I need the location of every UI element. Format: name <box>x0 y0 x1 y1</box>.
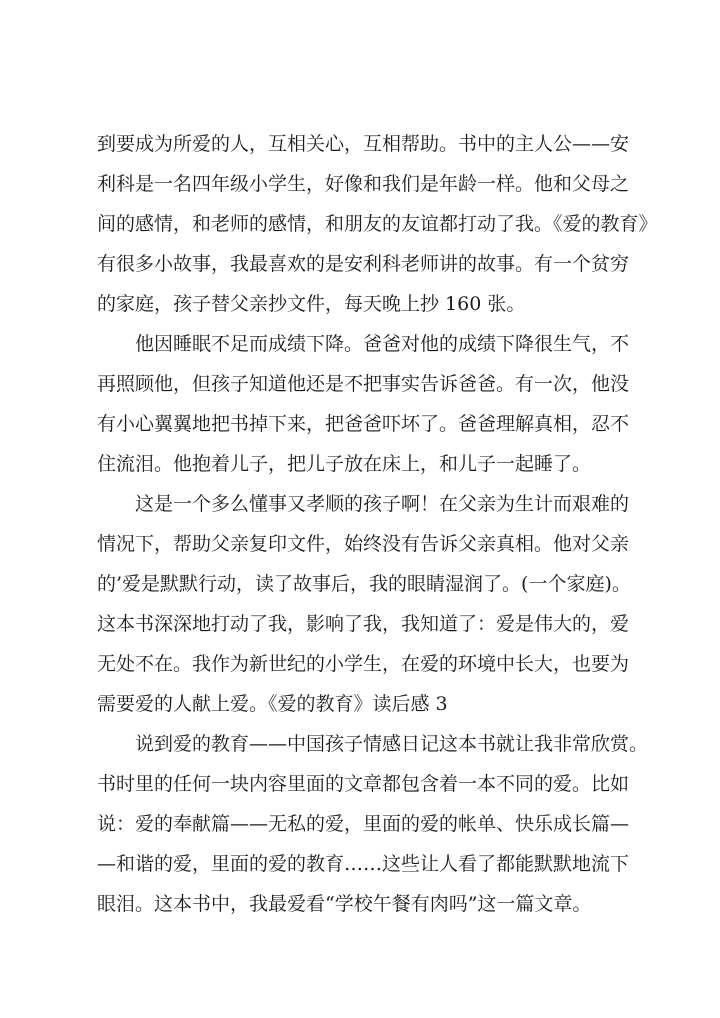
text-line: 的’爱是默默行动，读了故事后，我的眼睛湿润了。(一个家庭)。 <box>97 573 631 595</box>
text-line: 间的感情，和老师的感情，和朋友的友谊都打动了我。《爱的教育》 <box>97 213 658 235</box>
text-line: 说：爱的奉献篇——无私的爱，里面的爱的帐单、快乐成长篇— <box>97 813 630 835</box>
paragraph-3 <box>97 484 645 724</box>
text-line: 有很多小故事，我最喜欢的是安利科老师讲的故事。有一个贫穷 <box>97 253 630 275</box>
text-line: 这本书深深地打动了我，影响了我，我知道了：爱是伟大的，爱 <box>97 613 630 635</box>
text-line: 无处不在。我作为新世纪的小学生，在爱的环境中长大，也要为 <box>97 653 630 675</box>
text-line: 这是一个多么懂事又孝顺的孩子啊！在父亲为生计而艰难的 <box>135 493 630 515</box>
text-line: 的家庭，孩子替父亲抄文件，每天晚上抄 160 张。 <box>97 293 526 315</box>
text-line: 需要爱的人献上爱。《爱的教育》读后感 3 <box>97 693 448 715</box>
text-line: 利科是一名四年级小学生，好像和我们是年龄一样。他和父母之 <box>97 173 630 195</box>
text-line: 到要成为所爱的人，互相关心，互相帮助。书中的主人公——安 <box>97 133 630 155</box>
text-line: 住流泪。他抱着儿子，把儿子放在床上，和儿子一起睡了。 <box>97 453 592 475</box>
text-line: 他因睡眠不足而成绩下降。爸爸对他的成绩下降很生气，不 <box>135 333 630 355</box>
body-text <box>97 124 658 924</box>
text-line: 书时里的任何一块内容里面的文章都包含着一本不同的爱。比如 <box>97 773 630 795</box>
paragraph-1 <box>97 124 658 324</box>
text-line: 再照顾他，但孩子知道他还是不把事实告诉爸爸。有一次，他没 <box>97 373 630 395</box>
text-line: —和谐的爱，里面的爱的教育……这些让人看了都能默默地流下 <box>97 853 630 875</box>
text-line: 说到爱的教育——中国孩子情感日记这本书就让我非常欣赏。 <box>135 733 649 755</box>
text-line: 有小心翼翼地把书掉下来，把爸爸吓坏了。爸爸理解真相，忍不 <box>97 413 630 435</box>
paragraph-2 <box>97 324 645 484</box>
paragraph-4 <box>97 724 649 924</box>
text-line: 情况下，帮助父亲复印文件，始终没有告诉父亲真相。他对父亲 <box>97 533 630 555</box>
text-line: 眼泪。这本书中，我最爱看“学校午餐有肉吗”这一篇文章。 <box>97 893 592 915</box>
